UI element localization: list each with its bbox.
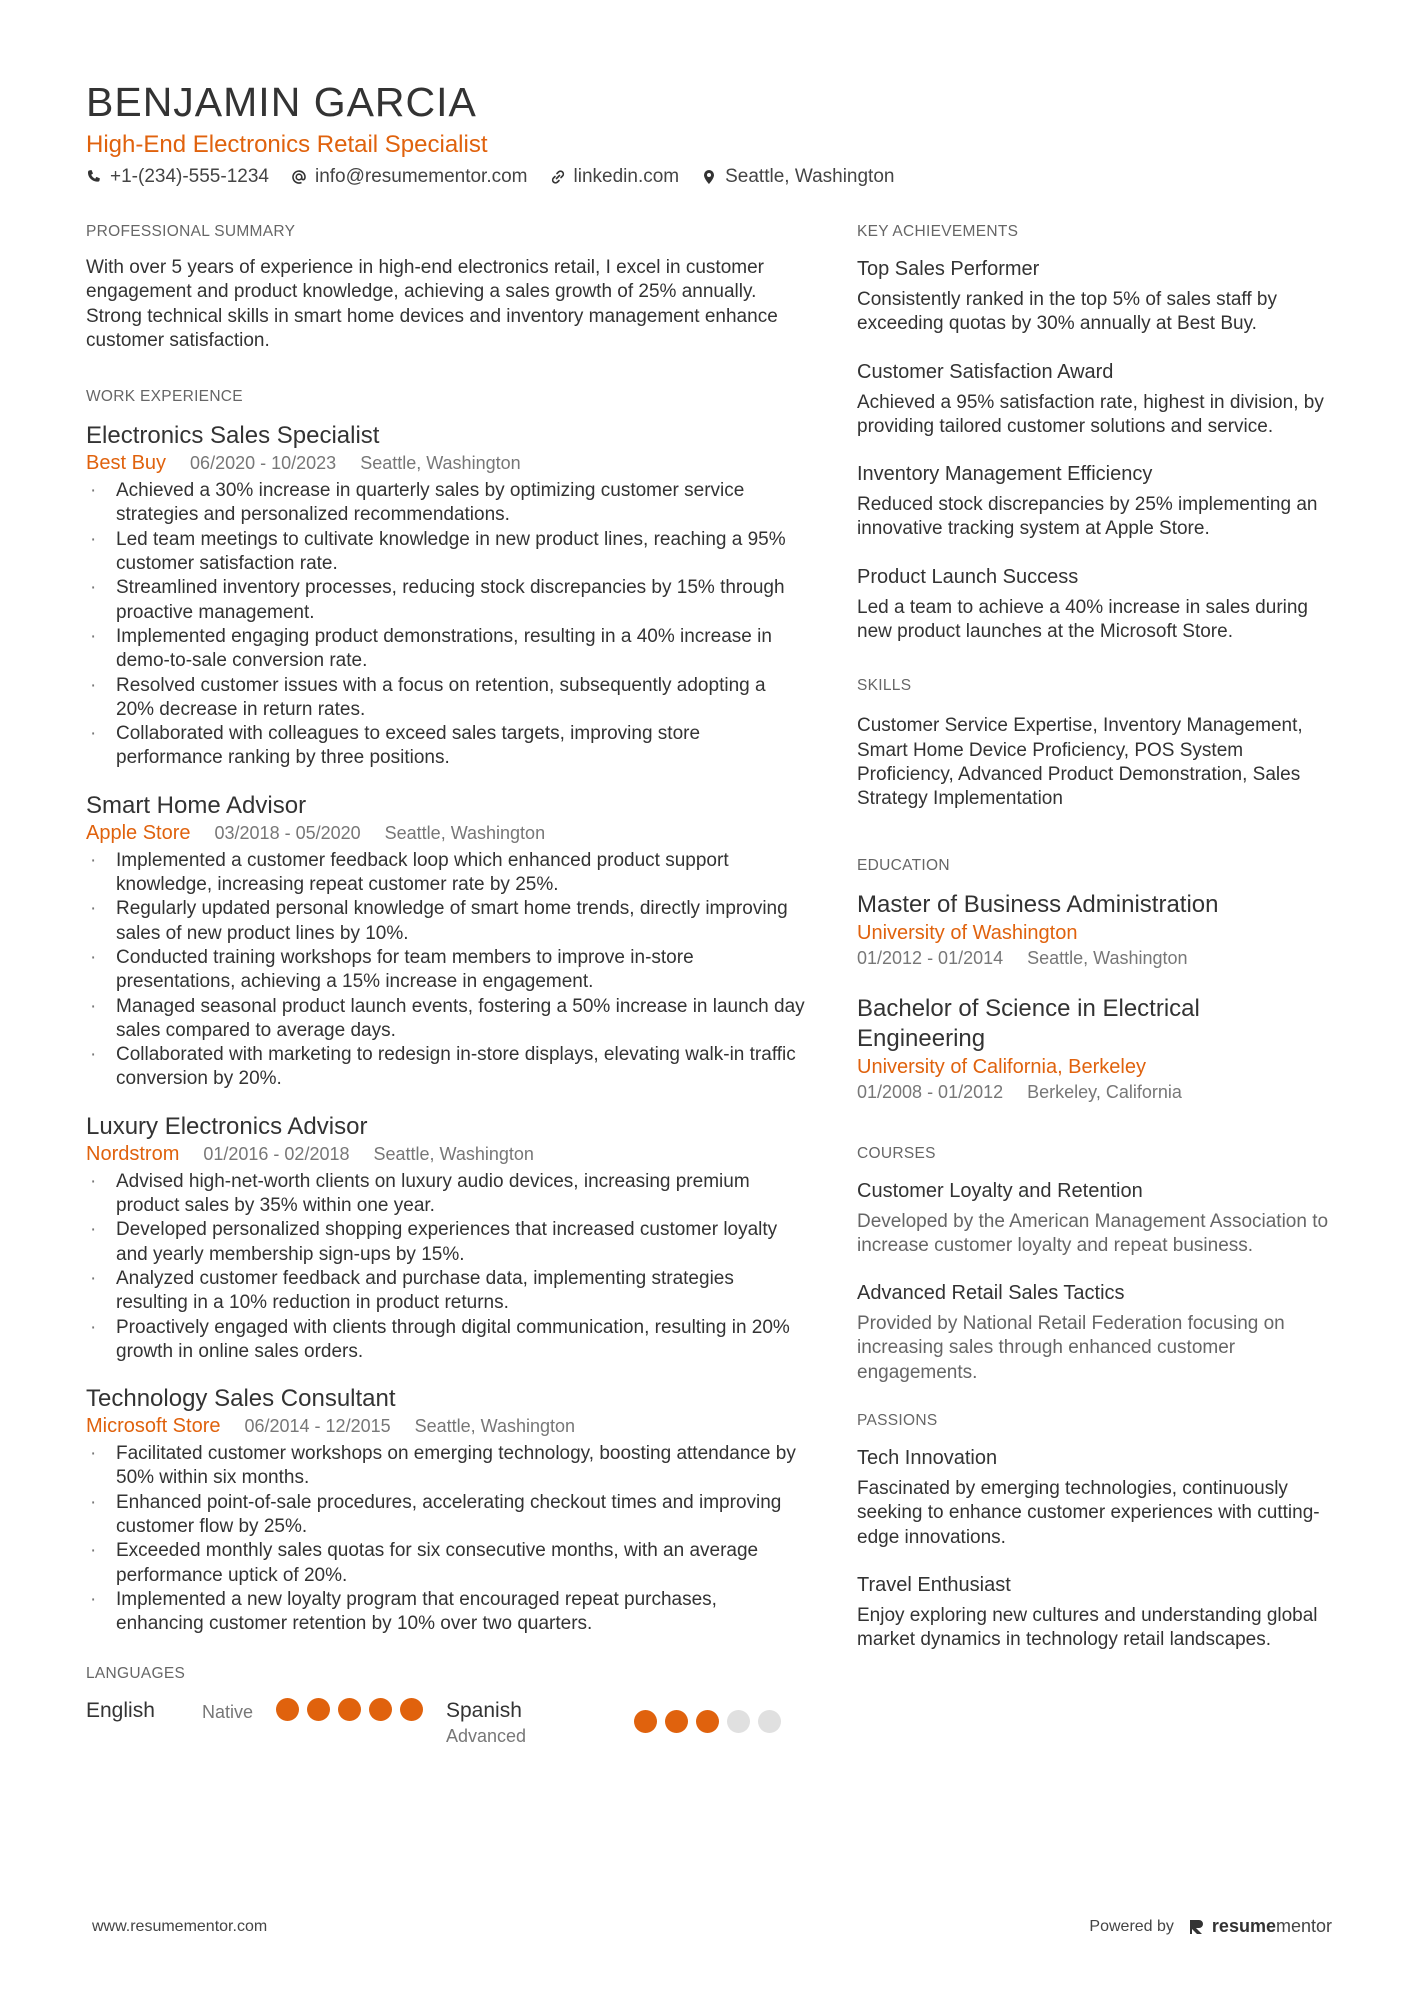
rating-dot-filled [665,1710,688,1733]
achievement-item [857,256,1332,337]
language-text [446,1698,634,1748]
contact-linkedin-text: linkedin.com [573,166,680,187]
bullet-item: · Developed personalized shopping experiences that increased customer loyalty and yearly membership sign-ups by 15%. [86,1218,806,1267]
brand-name-bold: resume [1211,1916,1276,1936]
job-title: Luxury Electronics Advisor [86,1112,368,1140]
language-item [446,1698,806,1748]
bullet-item: · Exceeded monthly sales quotas for six consecutive months, with an average performance uptick of 20%. [86,1539,806,1588]
summary-text: With over 5 years of experience in high-end electronics retail, I excel in customer engagement and product knowledge, achieving a sales growth of 25% annually. Strong technical skills in smart home devices and inventory management enhance customer satisfaction. [86,257,778,351]
rating-dot-filled [400,1698,423,1721]
bullet-item: · Managed seasonal product launch events, fostering a 50% increase in launch day sales compared to average days. [86,995,806,1044]
rating-dot-empty [727,1710,750,1733]
achievement-desc: Reduced stock discrepancies by 25% implementing an innovative tracking system at Apple Store. [857,494,1318,540]
rating-dot-filled [696,1710,719,1733]
experience-section [86,387,806,1636]
rating-dot-filled [634,1710,657,1733]
education-location: Berkeley, California [1027,1081,1182,1102]
passion-title: Travel Enthusiast [857,1573,1011,1596]
achievement-desc: Consistently ranked in the top 5% of sales staff by exceeding quotas by 30% annually at Best Buy. [857,289,1277,335]
degree-title: Master of Business Administration [857,890,1219,918]
languages-section [86,1664,806,1748]
rating-dot-empty [758,1710,781,1733]
section-title: PROFESSIONAL SUMMARY [86,223,296,240]
footer-website[interactable]: www.resumementor.com [92,1918,268,1935]
language-name: English [86,1699,155,1723]
job-entry [86,1112,806,1364]
school-name: University of California, Berkeley [857,1055,1146,1078]
right-column [857,222,1332,1687]
language-rating [276,1698,423,1721]
school-name: University of Washington [857,921,1078,944]
company-name: Apple Store [86,821,191,844]
rating-dot-filled [276,1698,299,1721]
course-item [857,1280,1332,1385]
job-dates: 06/2014 - 12/2015 [244,1416,391,1437]
education-location: Seattle, Washington [1027,947,1188,968]
brand-logo-icon [1188,1918,1206,1936]
courses-section [857,1144,1332,1385]
job-location: Seattle, Washington [384,822,546,843]
rating-dot-filled [369,1698,392,1721]
job-dates: 01/2016 - 02/2018 [203,1143,350,1164]
section-title: WORK EXPERIENCE [86,388,243,406]
section-title: COURSES [857,1144,936,1162]
bullet-item: · Collaborated with colleagues to exceed sales targets, improving store performance ranking by three positions. [86,722,806,771]
education-meta [857,1080,1332,1104]
passion-desc: Enjoy exploring new cultures and understanding global market dynamics in technology retail landscapes. [857,1604,1318,1651]
section-title: LANGUAGES [86,1665,186,1683]
powered-by-label: Powered by [1089,1917,1174,1935]
contact-location [701,166,894,188]
job-title: Technology Sales Consultant [86,1385,396,1413]
skills-text: Customer Service Expertise, Inventory Management, Smart Home Device Proficiency, POS System Proficiency, Advanced Product Demonstration, Sales Strategy Implementation [857,715,1303,810]
job-meta [86,1142,806,1166]
job-dates: 03/2018 - 05/2020 [214,822,361,843]
company-name: Microsoft Store [86,1415,221,1438]
course-desc: Developed by the American Management Association to increase customer loyalty and repeat business. [857,1210,1329,1256]
job-entry [86,791,806,1092]
company-name: Nordstrom [86,1142,180,1165]
language-level: Native [202,1702,254,1723]
job-meta [86,821,806,845]
skills-section [857,676,1332,811]
bullet-item: · Enhanced point-of-sale procedures, accelerating checkout times and improving customer flow by 25%. [86,1491,806,1540]
link-icon [550,169,566,185]
passion-title: Tech Innovation [857,1447,998,1470]
job-bullets [86,1442,806,1636]
achievement-title: Customer Satisfaction Award [857,360,1114,383]
job-meta [86,1414,806,1438]
phone-icon [86,169,102,185]
bullet-item: · Conducted training workshops for team members to improve in-store presentations, achieving a 15% increase in engagement. [86,946,806,995]
job-location: Seattle, Washington [373,1143,534,1164]
bullet-item: · Implemented a new loyalty program that encouraged repeat purchases, enhancing customer retention by 10% over two quarters. [86,1588,806,1637]
education-item [857,994,1332,1104]
job-title: Electronics Sales Specialist [86,422,380,450]
language-rating [634,1710,781,1733]
job-location: Seattle, Washington [360,453,521,474]
course-title: Customer Loyalty and Retention [857,1179,1143,1202]
achievements-section [857,222,1332,644]
bullet-item: · Streamlined inventory processes, reducing stock discrepancies by 15% through proactive management. [86,576,806,625]
company-name: Best Buy [86,452,167,475]
bullet-item: · Collaborated with marketing to redesign in-store displays, elevating walk-in traffic conversion by 20%. [86,1043,806,1092]
bullet-item: · Regularly updated personal knowledge of smart home trends, directly improving sales of new product lines by 10%. [86,897,806,946]
achievement-item [857,564,1332,645]
bullet-item: · Implemented a customer feedback loop which enhanced product support knowledge, increasing repeat customer rate by 25%. [86,849,806,898]
brand-logo[interactable] [1188,1916,1332,1937]
contact-phone-text: +1-(234)-555-1234 [110,166,269,187]
candidate-name: BENJAMIN GARCIA [86,79,477,125]
bullet-item: · Advised high-net-worth clients on luxury audio devices, increasing premium product sales by 35% within one year. [86,1170,806,1219]
course-item [857,1178,1332,1259]
achievement-title: Inventory Management Efficiency [857,463,1153,486]
bullet-item: · Analyzed customer feedback and purchase data, implementing strategies resulting in a 10% reduction in product returns. [86,1267,806,1316]
education-section [857,856,1332,1104]
education-item [857,890,1332,970]
job-bullets [86,849,806,1092]
achievement-title: Top Sales Performer [857,258,1040,280]
section-title: EDUCATION [857,856,950,874]
job-meta [86,451,806,475]
achievement-desc: Achieved a 95% satisfaction rate, highest in division, by providing tailored customer solutions and service. [857,391,1324,437]
job-location: Seattle, Washington [414,1416,576,1437]
job-dates: 06/2020 - 10/2023 [190,453,337,474]
language-item [86,1698,446,1724]
job-title: Smart Home Advisor [86,791,307,819]
bullet-item: · Led team meetings to cultivate knowledge in new product lines, reaching a 95% customer satisfaction rate. [86,528,806,577]
education-dates: 01/2012 - 01/2014 [857,947,1004,968]
bullet-item: · Proactively engaged with clients through digital communication, resulting in 20% growth in online sales orders. [86,1316,806,1365]
achievement-desc: Led a team to achieve a 40% increase in sales during new product launches at the Microsoft Store. [857,596,1308,643]
achievement-item [857,359,1332,440]
job-bullets [86,479,806,771]
passions-section [857,1411,1332,1652]
job-entry [86,421,806,771]
passion-item [857,1445,1332,1550]
contact-email-text: info@resumementor.com [314,166,528,187]
rating-dot-filled [307,1698,330,1721]
bullet-item: · Resolved customer issues with a focus on retention, subsequently adopting a 20% decrease in return rates. [86,674,806,723]
bullet-item: · Facilitated customer workshops on emerging technology, boosting attendance by 50% within six months. [86,1442,806,1491]
contact-email[interactable] [291,166,528,188]
passion-desc: Fascinated by emerging technologies, continuously seeking to enhance customer experiences with cutting-edge innovations. [857,1478,1320,1548]
degree-title: Bachelor of Science in Electrical Engineering [857,994,1200,1052]
job-bullets [86,1170,806,1364]
passion-item [857,1572,1332,1653]
summary-section [86,222,806,353]
candidate-role: High-End Electronics Retail Specialist [86,131,488,158]
bullet-item: · Implemented engaging product demonstrations, resulting in a 40% increase in demo-to-sale conversion rate. [86,625,806,674]
education-dates: 01/2008 - 01/2012 [857,1081,1004,1102]
resume-header [86,78,1326,188]
section-title: PASSIONS [857,1412,938,1430]
course-desc: Provided by National Retail Federation focusing on increasing sales through enhanced customer engagements. [857,1313,1285,1383]
location-pin-icon [701,169,717,185]
contact-phone[interactable] [86,166,269,188]
contact-linkedin[interactable] [550,166,680,188]
education-meta [857,946,1332,970]
course-title: Advanced Retail Sales Tactics [857,1282,1125,1305]
contact-bar [86,166,1326,188]
job-entry [86,1384,806,1636]
section-title: SKILLS [857,677,912,695]
section-title: KEY ACHIEVEMENTS [857,223,1019,240]
at-icon [291,169,307,185]
achievement-item [857,461,1332,542]
language-level: Advanced [446,1726,527,1747]
left-column [86,222,806,1782]
language-name: Spanish [446,1699,522,1723]
achievement-title: Product Launch Success [857,565,1079,588]
rating-dot-filled [338,1698,361,1721]
footer-brand [1089,1916,1332,1937]
bullet-item: · Achieved a 30% increase in quarterly sales by optimizing customer service strategies and personalized recommendations. [86,479,806,528]
brand-name-rest: mentor [1275,1916,1332,1936]
languages-row [86,1698,806,1748]
contact-location-text: Seattle, Washington [725,166,895,187]
